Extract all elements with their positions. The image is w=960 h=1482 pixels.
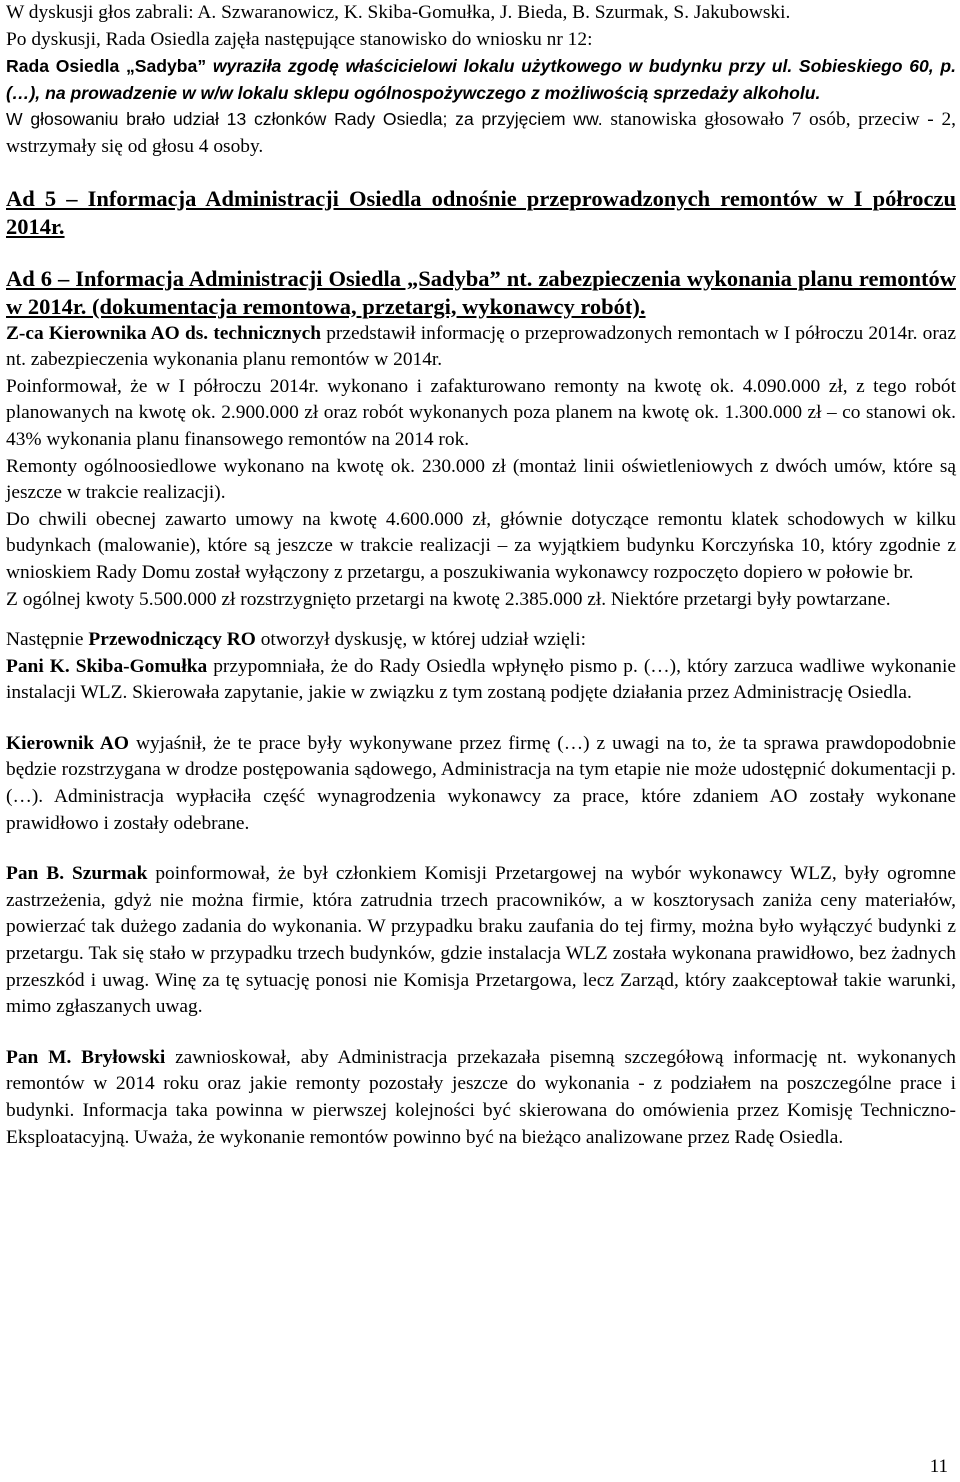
deputy-manager-paragraph — [6, 321, 956, 374]
council-resolution-paragraph — [6, 53, 956, 106]
document-page — [6, 0, 956, 1151]
manager-ao-text: wyjaśnił, że te prace były wykonywane przez firmę (…) z uwagi na to, że ta sprawa prawdopodobnie będzie rozstrzygana w drodze postępowania sądowego, Administracja na tym etapie nie może udostępnić dokumentacji p. (…). Administracja wypłaciła część wynagrodzenia wykonawcy za prace, które zdaniem AO zostały wykonane prawidłowo i zostały odebrane. — [6, 732, 956, 834]
agenda-item-6-heading: Ad 6 – Informacja Administracji Osiedla „Sadyba” nt. zabezpieczenia wykonania planu remontów w 2014r. (dokumentacja remontowa, przetargi, wykonawcy robót). — [6, 265, 956, 319]
vote-result-part-b: stanowiska głosowało 7 osób, przeciw - 2, wstrzymały się od głosu 4 osoby. — [6, 109, 956, 157]
szurmak-text: poinformował, że był członkiem Komisji Przetargowej na wybór wykonawcy WLZ, były ogromne zastrzeżenia, gdyż nie można firmie, która zatrudnia trzech pracowników, a w kosztorysach zaniża ceny materiałów, powierzać tak dużego zadania do wykonania. W przypadku braku zaufania do tej firmy, można było wyłączyć budynki z przetargu. Tak się stało w przypadku trzech budynków, gdzie instalacja WLZ została wykonana prawidłowo, bez żadnych przeszkód i uwag. Winę za tę sytuację ponosi nie Komisja Przetargowa, lecz Zarząd, który zaakceptował takie warunki, mimo zgłaszanych uwag. — [6, 863, 957, 1018]
deputy-manager-name: Z-ca Kierownika AO ds. technicznych — [6, 322, 322, 344]
speaker-manager-ao: Kierownik AO — [6, 732, 129, 754]
discussion-open-paragraph — [6, 627, 956, 654]
speaker-brylowski: Pan M. Bryłowski — [6, 1046, 166, 1068]
contracts-paragraph: Do chwili obecnej zawarto umowy na kwotę 4.600.000 zł, głównie dotyczące remontu klatek schodowych w kilku budynkach (malowanie), które są jeszcze w trakcie realizacji – za wyjątkiem budynku Korczyńska 10, który zgodnie z wnioskiem Rady Domu został wyłączony z przetargu, a poszukiwania wykonawcy rozpoczęto dopiero w połowie br. — [6, 508, 956, 583]
szurmak-paragraph — [6, 861, 956, 1021]
chairman-name: Przewodniczący RO — [88, 629, 256, 651]
tenders-paragraph: Z ogólnej kwoty 5.500.000 zł rozstrzygnięto przetargi na kwotę 2.385.000 zł. Niektóre przetargi były powtarzane. — [6, 588, 891, 610]
resolution-body: wyraziła zgodę właścicielowi lokalu użytkowego w budynku przy ul. Sobieskiego 60, p. (…), na prowadzenie w w/w lokalu sklepu ogólnospożywczego z możliwością sprzedaży alkoholu. — [6, 56, 956, 103]
deputy-manager-text: przedstawił informację o przeprowadzonych remontach w I półroczu 2014r. oraz nt. zabezpieczenia wykonania planu remontów w 2014r. — [6, 322, 956, 371]
skiba-gomulka-paragraph — [6, 654, 956, 707]
vote-result-part-a: W głosowaniu brało udział 13 członków Rady Osiedla; za przyjęciem ww. — [6, 109, 611, 130]
estate-wide-renovation-paragraph: Remonty ogólnoosiedlowe wykonano na kwotę ok. 230.000 zł (montaż linii oświetleniowych z dwóch umów, które są jeszcze w trakcie realizacji). — [6, 455, 956, 504]
resolution-subject: Rada Osiedla „Sadyba” — [6, 56, 213, 77]
vote-result-paragraph — [6, 106, 956, 160]
renovation-summary-paragraph: Poinformował, że w I półroczu 2014r. wykonano i zafakturowano remonty na kwotę ok. 4.090.000 zł, z tego robót planowanych na kwotę ok. 2.900.000 zł oraz robót wykonanych poza planem na kwotę ok. 1.300.000 zł – co stanowi ok. 43% wykonania planu finansowego remontów na 2014 rok. — [6, 375, 956, 450]
manager-ao-paragraph — [6, 731, 956, 837]
discussion-participants-text: W dyskusji głos zabrali: A. Szwaranowicz, K. Skiba-Gomułka, J. Bieda, B. Szurmak, S. Jakubowski. — [6, 2, 791, 23]
position-intro-text: Po dyskusji, Rada Osiedla zajęła następujące stanowisko do wniosku nr 12: — [6, 28, 593, 50]
speaker-szurmak: Pan B. Szurmak — [6, 863, 148, 885]
skiba-gomulka-text: przypomniała, że do Rady Osiedla wpłynęło pismo p. (…), który zarzuca wadliwe wykonanie instalacji WLZ. Skierowała zapytanie, jakie w związku z tym zostaną podjęte działania przez Administrację Osiedla. — [6, 655, 956, 704]
brylowski-text: zawnioskował, aby Administracja przekazała pisemną szczegółową informację nt. wykonanych remontów w 2014 roku oraz jakie remonty pozostały jeszcze do wykonania - z podziałem na poszczególne prace i budynki. Informacja taka powinna w pierwszej kolejności być skierowana do omówienia przez Komisję Techniczno-Eksploatacyjną. Uważa, że wykonanie remontów powinno być na bieżąco analizowane przez Radę Osiedla. — [6, 1046, 956, 1148]
discussion-participants-paragraph — [6, 0, 956, 53]
page-number: 11 — [929, 1456, 948, 1477]
discussion-open-suffix: otworzył dyskusję, w której udział wzięli: — [255, 629, 586, 651]
discussion-open-prefix: Następnie — [6, 629, 89, 651]
brylowski-paragraph — [6, 1045, 956, 1151]
speaker-skiba-gomulka: Pani K. Skiba-Gomułka — [6, 655, 208, 677]
agenda-item-5-heading: Ad 5 – Informacja Administracji Osiedla odnośnie przeprowadzonych remontów w I półroczu 2014r. — [6, 185, 956, 239]
